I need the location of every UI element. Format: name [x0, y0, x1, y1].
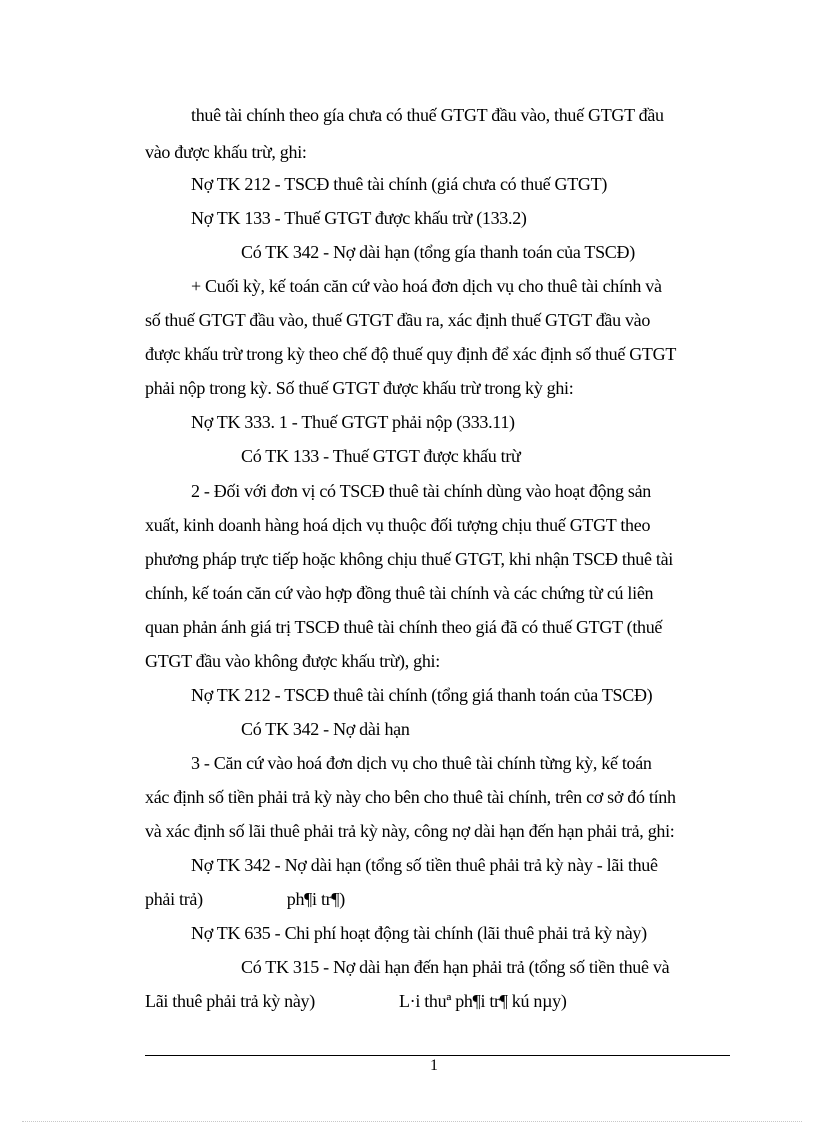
- text-line: Nợ TK 133 - Thuế GTGT được khấu trừ (133.2): [191, 208, 527, 228]
- text-line: số thuế GTGT đầu vào, thuế GTGT đầu ra, xác định thuế GTGT đầu vào: [145, 310, 651, 330]
- text-segment: Lãi thuê phải trả kỳ này): [145, 991, 315, 1011]
- garbled-text-segment: L·i thuª ph¶i tr¶ kú nµy): [398, 991, 567, 1011]
- text-line: thuê tài chính theo gía chưa có thuế GTGT đầu vào, thuế GTGT đầu: [191, 105, 664, 125]
- text-line: [145, 989, 567, 1013]
- text-line: xuất, kinh doanh hàng hoá dịch vụ thuộc đối tượng chịu thuế GTGT theo: [145, 515, 651, 535]
- text-line: xác định số tiền phải trả kỳ này cho bên cho thuê tài chính, trên cơ sở đó tính: [145, 787, 676, 807]
- text-line: vào được khấu trừ, ghi:: [145, 142, 307, 162]
- text-line: Nợ TK 635 - Chi phí hoạt động tài chính (lãi thuê phải trả kỳ này): [191, 923, 647, 943]
- page-edge-dotted-line: [22, 1121, 802, 1122]
- text-line: Có TK 133 - Thuế GTGT được khấu trừ: [241, 446, 521, 466]
- text-line: Nợ TK 212 - TSCĐ thuê tài chính (tổng giá thanh toán của TSCĐ): [191, 685, 653, 705]
- text-line: phải nộp trong kỳ. Số thuế GTGT được khấu trừ trong kỳ ghi:: [145, 378, 574, 398]
- text-line: quan phản ánh giá trị TSCĐ thuê tài chính theo giá đã có thuế GTGT (thuế: [145, 617, 663, 637]
- text-line: được khấu trừ trong kỳ theo chế độ thuế quy định để xác định số thuế GTGT: [145, 344, 677, 364]
- text-line: và xác định số lãi thuê phải trả kỳ này, công nợ dài hạn đến hạn phải trả, ghi:: [145, 821, 675, 841]
- text-line: GTGT đầu vào không được khấu trừ), ghi:: [145, 651, 440, 671]
- text-line: [145, 887, 345, 911]
- text-line: Có TK 342 - Nợ dài hạn (tổng gía thanh toán của TSCĐ): [241, 242, 635, 262]
- text-line: Nợ TK 212 - TSCĐ thuê tài chính (giá chưa có thuế GTGT): [191, 174, 608, 194]
- garbled-text-segment: ph¶i tr¶): [286, 889, 345, 909]
- text-line: chính, kế toán căn cứ vào hợp đồng thuê tài chính và các chứng từ cú liên: [145, 583, 654, 603]
- text-line: Có TK 315 - Nợ dài hạn đến hạn phải trả (tổng số tiền thuê và: [241, 957, 670, 977]
- text-line: Nợ TK 333. 1 - Thuế GTGT phải nộp (333.11): [191, 412, 515, 432]
- text-line: 3 - Căn cứ vào hoá đơn dịch vụ cho thuê tài chính từng kỳ, kế toán: [191, 753, 652, 773]
- page-number: 1: [430, 1057, 438, 1074]
- text-line: + Cuối kỳ, kế toán căn cứ vào hoá đơn dịch vụ cho thuê tài chính và: [191, 276, 662, 296]
- text-line: Có TK 342 - Nợ dài hạn: [241, 719, 410, 739]
- text-segment: phải trả): [145, 889, 203, 909]
- text-line: Nợ TK 342 - Nợ dài hạn (tổng số tiền thuê phải trả kỳ này - lãi thuê: [191, 855, 658, 875]
- text-line: 2 - Đối với đơn vị có TSCĐ thuê tài chính dùng vào hoạt động sản: [191, 481, 651, 501]
- text-line: phương pháp trực tiếp hoặc không chịu thuế GTGT, khi nhận TSCĐ thuê tài: [145, 549, 673, 569]
